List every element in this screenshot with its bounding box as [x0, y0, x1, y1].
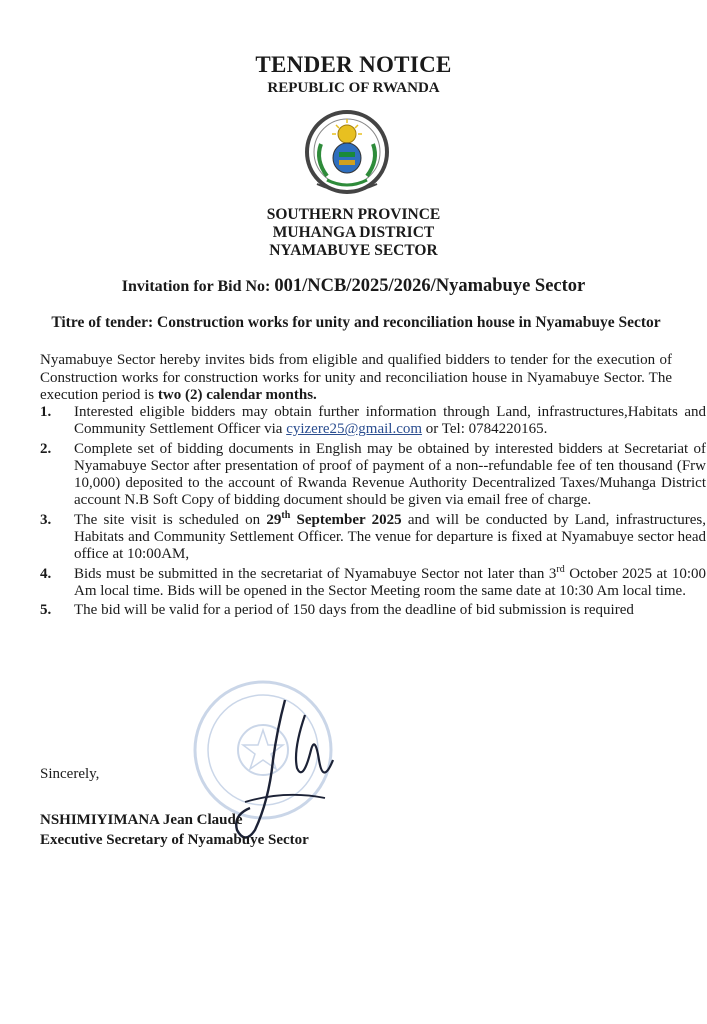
item-number: 2. — [40, 440, 52, 457]
list-item — [40, 563, 706, 601]
list-item — [40, 509, 706, 564]
list-item — [40, 602, 706, 619]
item-pre: Bids must be submitted in the secretariat of Nyamabuye Sector not later than 3 — [74, 565, 557, 582]
bid-number: 001/NCB/2025/2026/Nyamabuye Sector — [274, 276, 586, 296]
item-number: 3. — [40, 511, 52, 528]
item-text: Complete set of bidding documents in English may be obtained by interested bidders at Secretariat of Nyamabuye Sector after presentation of proof of payment of a non--refundable fee of ten thousand (Frw 10,000) deposited to the account of Rwanda Revenue Authority Decentralized Taxes/Muhanga District account N.B Soft Copy of bidding document should be given via email free of charge. — [74, 440, 706, 509]
signer-name: NSHIMIYIMANA Jean Claude — [40, 812, 243, 828]
list-item — [40, 404, 706, 439]
item-text: October 2025 at 10:00 Am local time. Bids will be opened in the Sector Meeting room the same date at 10:30 Am local time. — [74, 565, 706, 599]
intro-text: Nyamabuye Sector hereby invites bids from eligible and qualified bidders to tender for the execution of Construction works for construction works for unity and reconciliation house in Nyamabuye Sector. The execution period is — [40, 352, 672, 403]
province: SOUTHERN PROVINCE — [266, 206, 441, 223]
bid-label: Invitation for Bid No: — [121, 278, 275, 295]
item-number: 5. — [40, 602, 52, 619]
conditions-list — [40, 404, 706, 622]
visit-date: September 2025 — [290, 511, 402, 528]
item-text: Interested eligible bidders may obtain further information through Land, infrastructures,Habitats and Community Settlement Officer via — [74, 404, 706, 438]
notice-subtitle: REPUBLIC OF RWANDA — [267, 80, 440, 96]
item-pre: The site visit is scheduled on — [74, 511, 267, 528]
list-item — [40, 440, 706, 510]
execution-period: two (2) calendar months. — [157, 387, 317, 403]
item-number: 1. — [40, 404, 52, 420]
bid-number-line — [0, 276, 707, 297]
tender-title: Titre of tender: Construction works for unity and reconciliation house in Nyamabuye Sector — [51, 314, 661, 331]
email-link[interactable]: cyizere25@gmail.com — [286, 421, 423, 438]
signer-role: Executive Secretary of Nyamabuye Sector — [40, 832, 309, 848]
item-text: The bid will be valid for a period of 150 days from the deadline of bid submission is required — [74, 602, 634, 619]
item-number: 4. — [40, 565, 52, 582]
visit-day: 29 — [266, 511, 282, 528]
signer-block — [40, 810, 309, 850]
closing: Sincerely, — [40, 766, 100, 782]
notice-title: TENDER NOTICE — [255, 52, 452, 77]
rwanda-coat-of-arms-icon — [297, 104, 397, 200]
administrative-block — [0, 206, 707, 260]
sector: NYAMABUYE SECTOR — [269, 242, 438, 259]
intro-paragraph — [40, 352, 672, 405]
district: MUHANGA DISTRICT — [272, 224, 435, 241]
item-tail: or Tel: 0784220165. — [422, 421, 548, 438]
deadline-suffix: rd — [556, 563, 565, 575]
visit-day-suffix: th — [281, 509, 291, 521]
item-text: and will be conducted by Land, infrastructures, Habitats and Community Settlement Officer. The venue for departure is fixed at Nyamabuye sector head office at 10:00AM, — [74, 511, 706, 563]
